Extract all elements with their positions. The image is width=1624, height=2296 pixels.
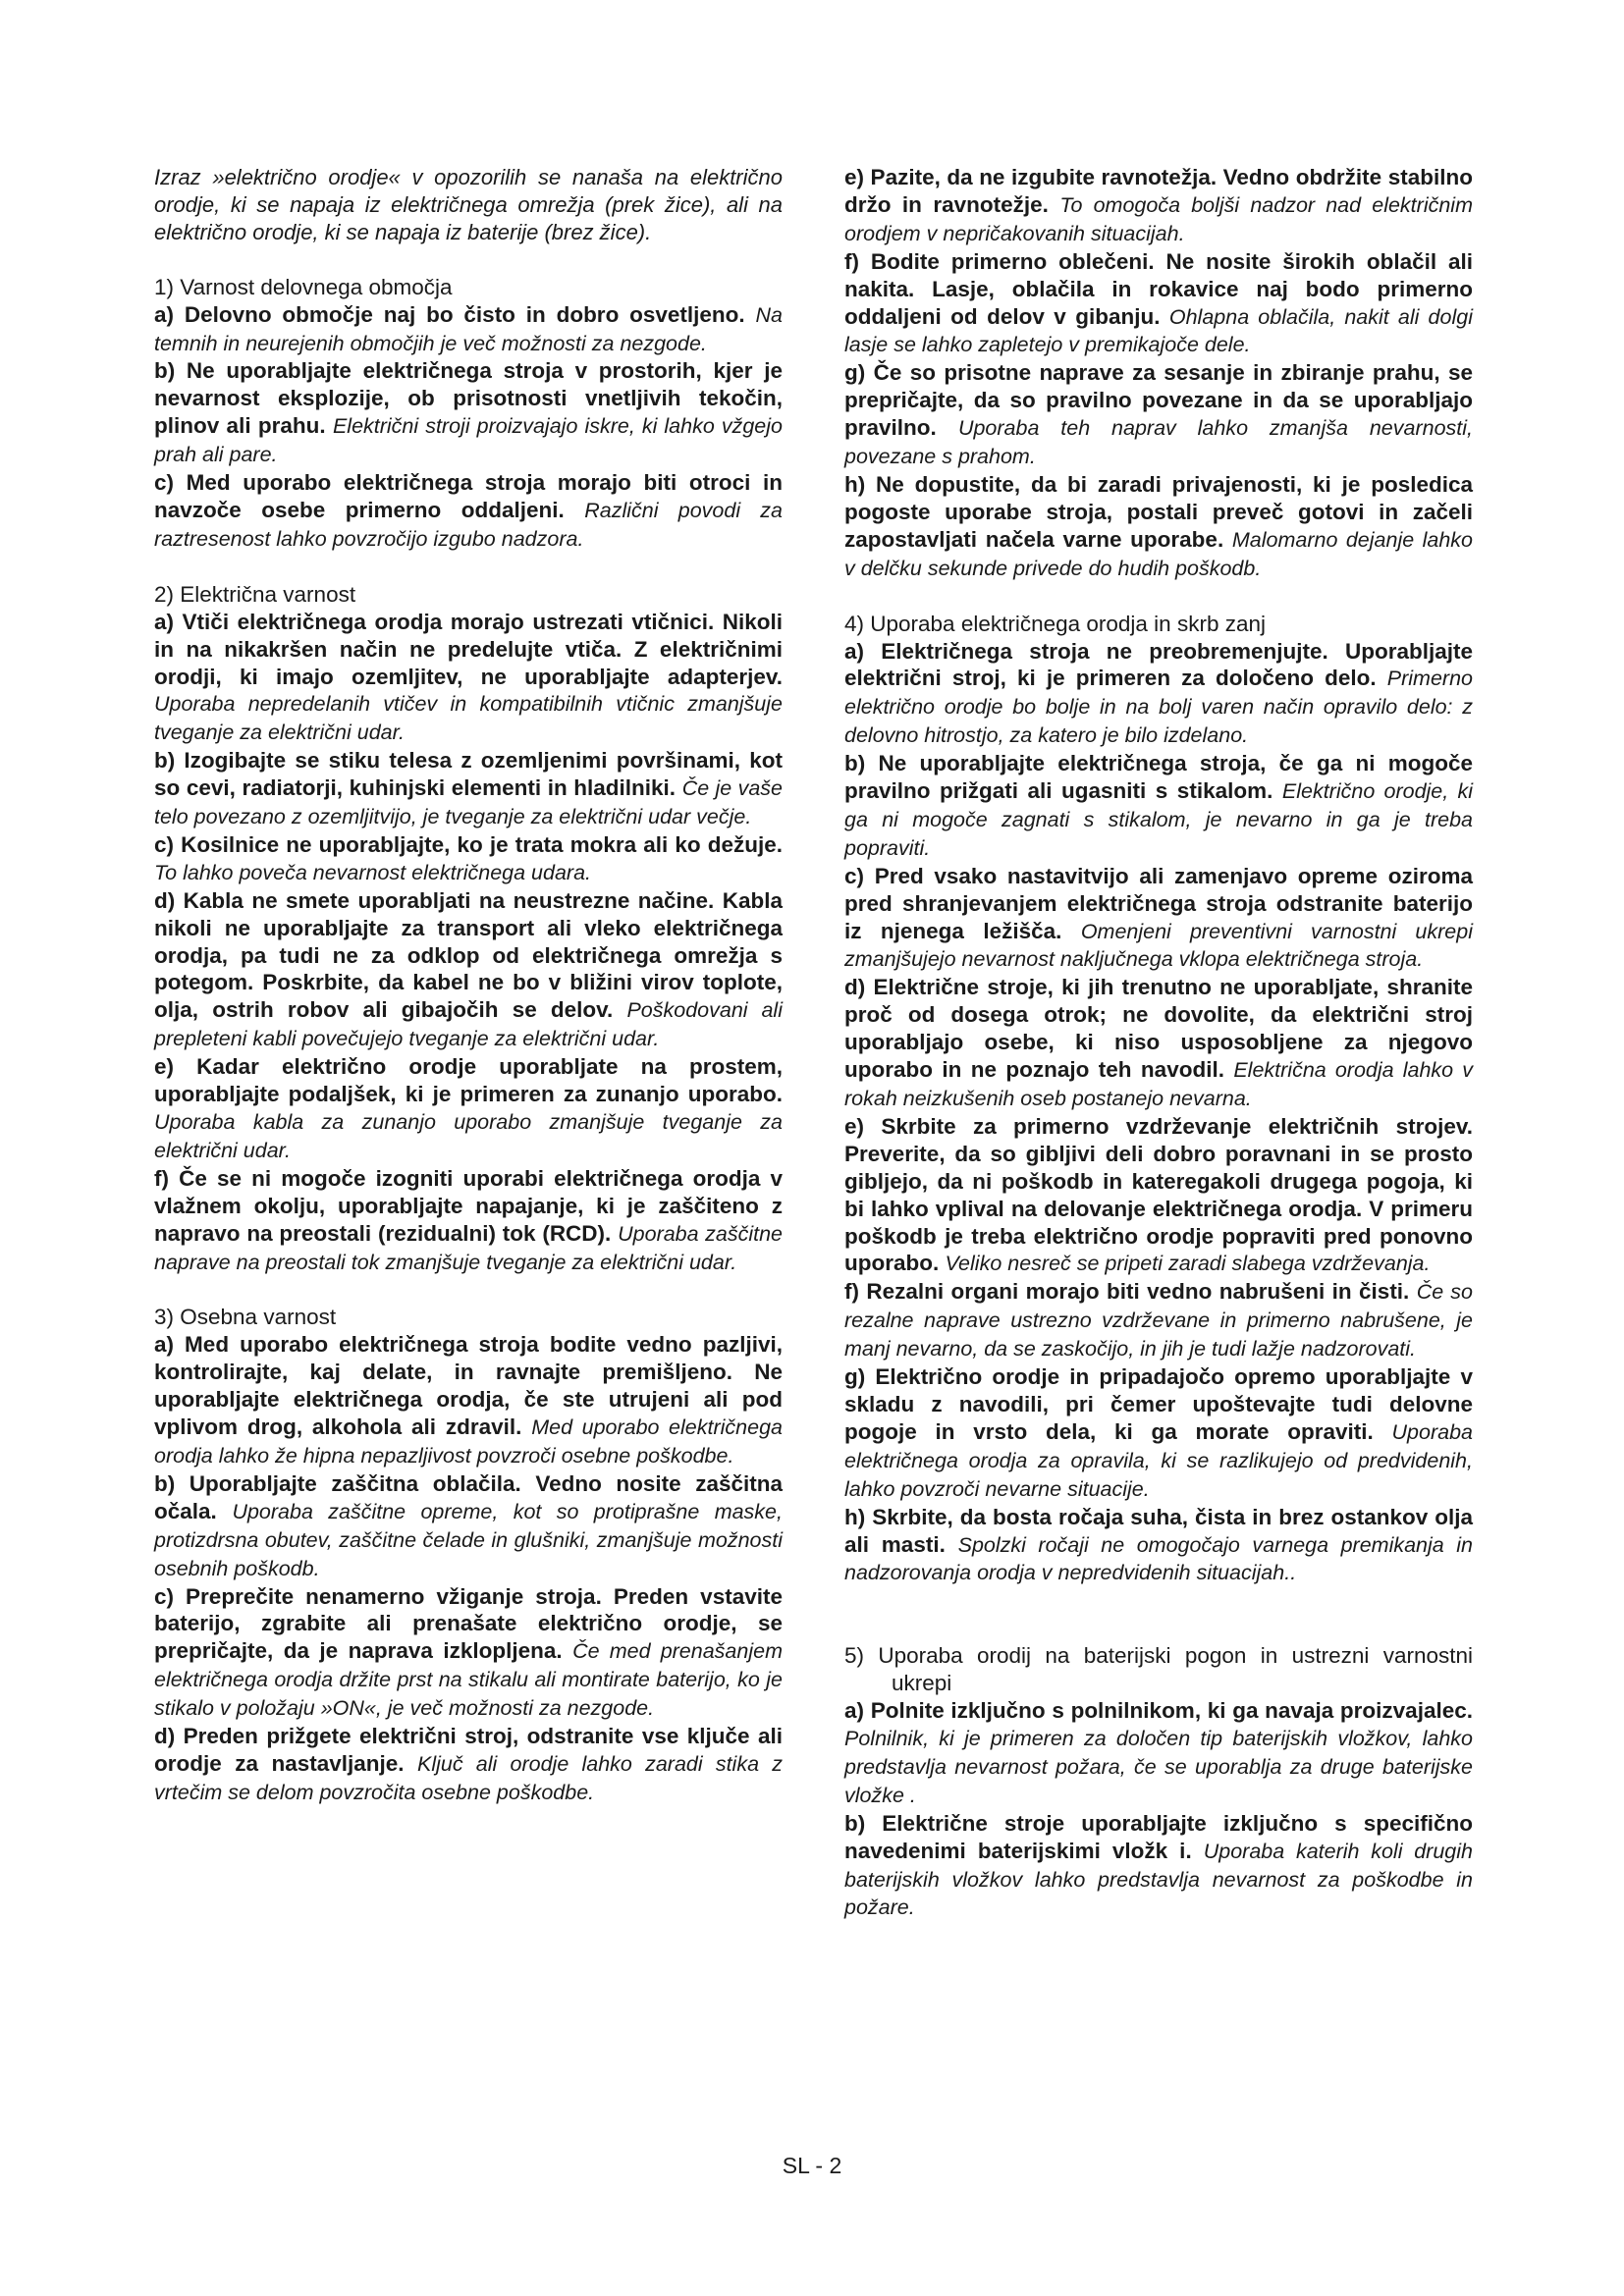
item-rule: b) Ne uporabljajte električnega stroja v prostorih, kjer je nevarnost eksplozije, ob prisotnosti vnetljivih tekočin, plinov ali prahu. bbox=[154, 358, 783, 439]
section-2-heading: 2) Električna varnost bbox=[154, 581, 356, 607]
section-2-item-d bbox=[154, 887, 783, 1053]
item-rule: f) Rezalni organi morajo biti vedno nabrušeni in čisti. bbox=[844, 1279, 1410, 1305]
item-explanation: Če med prenašanjem električnega orodja držite prst na stikalu ali montirate baterijo, ko je stikalo v položaju »ON«, je več možnosti za nezgode. bbox=[154, 1639, 783, 1721]
section-2-item-a bbox=[154, 609, 783, 748]
item-rule: f) Če se ni mogoče izogniti uporabi električnega orodja v vlažnem okolju, uporabljajte napajanje, ki je zaščiteno z napravo na preostali (rezidualni) tok (RCD). bbox=[154, 1165, 783, 1246]
item-explanation: Električno orodje, ki ga ni mogoče zagnati s stikalom, je nevarno in ga je treba popraviti. bbox=[844, 779, 1473, 860]
item-explanation: Uporaba zaščitne naprave na preostali tok zmanjšuje tveganje za električni udar. bbox=[154, 1221, 783, 1274]
item-explanation: Primerno električno orodje bo bolje in na bolj varen način opravilo delo: z delovno hitrostjo, za katero je bilo izdelano. bbox=[844, 667, 1473, 748]
item-explanation: Električni stroji proizvajajo iskre, ki lahko vžgejo prah ali pare. bbox=[154, 414, 783, 467]
section-4-item-c bbox=[844, 863, 1473, 975]
section-3-item-a bbox=[154, 1331, 783, 1470]
section-4-item-a bbox=[844, 638, 1473, 751]
item-rule: b) Ne uporabljajte električnega stroja, če ga ni mogoče pravilno prižgati ali ugasniti s stikalom. bbox=[844, 751, 1473, 804]
section-5-item-a bbox=[844, 1697, 1473, 1810]
item-rule: e) Pazite, da ne izgubite ravnotežja. Vedno obdržite stabilno držo in ravnotežje. bbox=[844, 165, 1473, 217]
item-rule: a) Električnega stroja ne preobremenjujte. Uporabljajte električni stroj, ki je primeren za določeno delo. bbox=[844, 638, 1473, 691]
section-3-item-h bbox=[844, 471, 1473, 583]
section-4-item-f bbox=[844, 1278, 1473, 1363]
section-2-item-b bbox=[154, 747, 783, 831]
item-rule: b) Uporabljajte zaščitna oblačila. Vedno nosite zaščitna očala. bbox=[154, 1470, 783, 1523]
item-rule: b) Izogibajte se stiku telesa z ozemljenimi površinami, kot so cevi, radiatorji, kuhinjski elementi in hladilniki. bbox=[154, 748, 783, 801]
item-rule: h) Skrbite, da bosta ročaja suha, čista in brez ostankov olja ali masti. bbox=[844, 1504, 1473, 1557]
section-4-heading: 4) Uporaba električnega orodja in skrb zanj bbox=[844, 611, 1266, 636]
item-explanation: To omogoča boljši nadzor nad električnim orodjem v nepričakovanih situacijah. bbox=[844, 192, 1473, 245]
item-explanation: Malomarno dejanje lahko v delčku sekunde privede do hudih poškodb. bbox=[844, 527, 1473, 580]
section-3-item-b bbox=[154, 1470, 783, 1583]
section-4-item-d bbox=[844, 974, 1473, 1113]
section-3-heading: 3) Osebna varnost bbox=[154, 1305, 337, 1330]
item-explanation: Uporaba teh naprav lahko zmanjša nevarnosti, povezane s prahom. bbox=[844, 416, 1473, 469]
section-3-item-f bbox=[844, 248, 1473, 360]
section-5-heading: 5) Uporaba orodij na baterijski pogon in ustrezni varnostni ukrepi bbox=[844, 1643, 1473, 1696]
intro-paragraph: Izraz »električno orodje« v opozorilih se nanaša na električno orodje, ki se napaja iz električnega omrežja (prek žice), ali na električno orodje, ki se napaja iz baterije (brez žice). bbox=[154, 165, 783, 244]
section-5-item-b bbox=[844, 1810, 1473, 1923]
section-4-item-h bbox=[844, 1504, 1473, 1588]
page-number: SL - 2 bbox=[782, 2153, 842, 2178]
section-1-heading: 1) Varnost delovnega območja bbox=[154, 274, 453, 299]
item-explanation: Uporaba kabla za zunanjo uporabo zmanjšuje tveganje za električni udar. bbox=[154, 1110, 783, 1162]
item-explanation: Polnilnik, ki je primeren za določen tip baterijskih vložkov, lahko predstavlja nevarnost požara, če se uporablja za druge baterijske vložke . bbox=[844, 1727, 1473, 1807]
item-rule: g) Električno orodje in pripadajočo opremo uporabljajte v skladu z navodili, pri čemer upoštevajte tudi delovne pogoje in vrsto dela, ki ga morate opraviti. bbox=[844, 1364, 1473, 1444]
item-rule: b) Električne stroje uporabljajte izključno s specifično navedenimi baterijskimi vložk i. bbox=[844, 1810, 1473, 1863]
item-rule: g) Če so prisotne naprave za sesanje in zbiranje prahu, se prepričajte, da so pravilno povezane in da se uporabljajo pravilno. bbox=[844, 360, 1473, 441]
item-explanation: Veliko nesreč se pripeti zaradi slabega vzdrževanja. bbox=[945, 1252, 1431, 1276]
item-rule: h) Ne dopustite, da bi zaradi privajenosti, ki je posledica pogoste uporabe stroja, postali preveč gotovi in začeli zapostavljati načela varne uporabe. bbox=[844, 471, 1473, 552]
item-explanation: Med uporabo električnega orodja lahko že hipna nepazljivost povzroči osebne poškodbe. bbox=[154, 1415, 783, 1468]
item-rule: d) Preden prižgete električni stroj, odstranite vse ključe ali orodje za nastavljanje. bbox=[154, 1724, 783, 1776]
section-2-item-e bbox=[154, 1053, 783, 1165]
item-rule: d) Kabla ne smete uporabljati na neustrezne načine. Kabla nikoli ne uporabljajte za transport ali vleko električnega orodja, pa tudi ne za odklop od električnega omrežja s potegom. Poskrbite, da kabel ne bo v bližini virov toplote, olja, ostrih robov ali gibajočih se delov. bbox=[154, 887, 783, 1023]
item-rule: c) Kosilnice ne uporabljajte, ko je trata mokra ali ko dežuje. bbox=[154, 831, 783, 857]
item-explanation: Električna orodja lahko v rokah neizkušenih oseb postanejo nevarna. bbox=[844, 1058, 1473, 1110]
item-rule: a) Delovno območje naj bo čisto in dobro osvetljeno. bbox=[154, 301, 745, 327]
section-2-item-f bbox=[154, 1165, 783, 1277]
item-rule: c) Pred vsako nastavitvijo ali zamenjavo opreme oziroma pred shranjevanjem električnega stroja odstranite baterijo iz njenega ležišča. bbox=[844, 863, 1473, 943]
section-3-item-d bbox=[154, 1723, 783, 1807]
section-4-item-e bbox=[844, 1113, 1473, 1278]
left-column bbox=[154, 164, 783, 1807]
item-rule: a) Med uporabo električnega stroja bodite vedno pazljivi, kontrolirajte, kaj delate, in ravnajte premišljeno. Ne uporabljajte električnega orodja, če ste utrujeni ali pod vplivom drog, alkohola ali zdravil. bbox=[154, 1332, 783, 1440]
item-rule: f) Bodite primerno oblečeni. Ne nosite širokih oblačil ali nakita. Lasje, oblačila in rokavice naj bodo primerno oddaljeni od delov v gibanju. bbox=[844, 248, 1473, 329]
item-explanation: Ohlapna oblačila, nakit ali dolgi lasje se lahko zapletejo v premikajoče dele. bbox=[844, 304, 1473, 357]
section-3-item-e bbox=[844, 164, 1473, 248]
item-explanation: To lahko poveča nevarnost električnega udara. bbox=[154, 860, 592, 884]
item-rule: c) Med uporabo električnega stroja morajo biti otroci in navzoče osebe primerno oddaljeni. bbox=[154, 470, 783, 522]
item-explanation: Poškodovani ali prepleteni kabli povečujejo tveganje za električni udar. bbox=[154, 998, 783, 1051]
item-explanation: Uporaba katerih koli drugih baterijskih vložkov lahko predstavlja nevarnost za poškodbe in požare. bbox=[844, 1839, 1473, 1920]
section-1-item-b bbox=[154, 357, 783, 469]
item-explanation: Spolzki ročaji ne omogočajo varnega premikanja in nadzorovanja orodja v nepredvidenih situacijah.. bbox=[844, 1532, 1473, 1585]
section-3-item-c bbox=[154, 1583, 783, 1724]
section-2-item-c bbox=[154, 831, 783, 887]
item-explanation: Omenjeni preventivni varnostni ukrepi zmanjšujejo nevarnost naključnega vklopa električnega stroja. bbox=[844, 919, 1473, 972]
item-rule: d) Električne stroje, ki jih trenutno ne uporabljate, shranite proč od dosega otrok; ne dovolite, da električni stroj uporabljajo osebe, ki niso usposobljene za njegovo uporabo in ne poznajo teh navodil. bbox=[844, 975, 1473, 1083]
item-rule: e) Skrbite za primerno vzdrževanje električnih strojev. Preverite, da so gibljivi deli dobro poravnani in se prosto gibljejo, da ni poškodb in kateregakoli drugega pogoja, ki bi lahko vplival na delovanje električnega orodja. V primeru poškodb je treba električno orodje popraviti pred ponovno uporabo. bbox=[844, 1113, 1473, 1276]
section-1-item-c bbox=[154, 469, 783, 554]
item-explanation: Če so rezalne naprave ustrezno vzdrževane in primerno nabrušene, je manj nevarno, da se zaskočijo, in jih je tudi lažje nadzorovati. bbox=[844, 1280, 1473, 1362]
item-rule: c) Preprečite nenamerno vžiganje stroja. Preden vstavite baterijo, zgrabite ali prenašate električno orodje, se prepričajte, da je naprava izklopljena. bbox=[154, 1583, 783, 1664]
item-rule: a) Polnite izključno s polnilnikom, ki ga navaja proizvajalec. bbox=[844, 1698, 1473, 1724]
section-4-item-b bbox=[844, 750, 1473, 863]
section-1-item-a bbox=[154, 301, 783, 358]
item-explanation: Uporaba nepredelanih vtičev in kompatibilnih vtičnic zmanjšuje tveganje za električni udar. bbox=[154, 692, 783, 745]
right-column bbox=[844, 164, 1473, 1922]
item-explanation: Če je vaše telo povezano z ozemljitvijo, je tveganje za električni udar večje. bbox=[154, 776, 783, 829]
item-explanation: Na temnih in neurejenih območjih je več možnosti za nezgode. bbox=[154, 302, 783, 355]
item-explanation: Uporaba električnega orodja za opravila, ki se razlikujejo od predvidenih, lahko povzroči nevarne situacije. bbox=[844, 1419, 1473, 1501]
item-explanation: Različni povodi za raztresenost lahko povzročijo izgubo nadzora. bbox=[154, 498, 783, 551]
section-4-item-g bbox=[844, 1363, 1473, 1504]
item-explanation: Ključ ali orodje lahko zaradi stika z vrtečim se delom povzročita osebne poškodbe. bbox=[154, 1751, 783, 1804]
section-3-item-g bbox=[844, 359, 1473, 471]
item-explanation: Uporaba zaščitne opreme, kot so protiprašne maske, protizdrsna obutev, zaščitne čelade in glušniki, zmanjšuje možnosti osebnih poškodb. bbox=[154, 1499, 783, 1580]
item-rule: e) Kadar električno orodje uporabljate na prostem, uporabljajte podaljšek, ki je primeren za zunanjo uporabo. bbox=[154, 1054, 783, 1107]
item-rule: a) Vtiči električnega orodja morajo ustrezati vtičnici. Nikoli in na nikakršen način ne predelujte vtiča. Z električnimi orodji, ki imajo ozemljitev, ne uporabljajte adapterjev. bbox=[154, 609, 783, 689]
